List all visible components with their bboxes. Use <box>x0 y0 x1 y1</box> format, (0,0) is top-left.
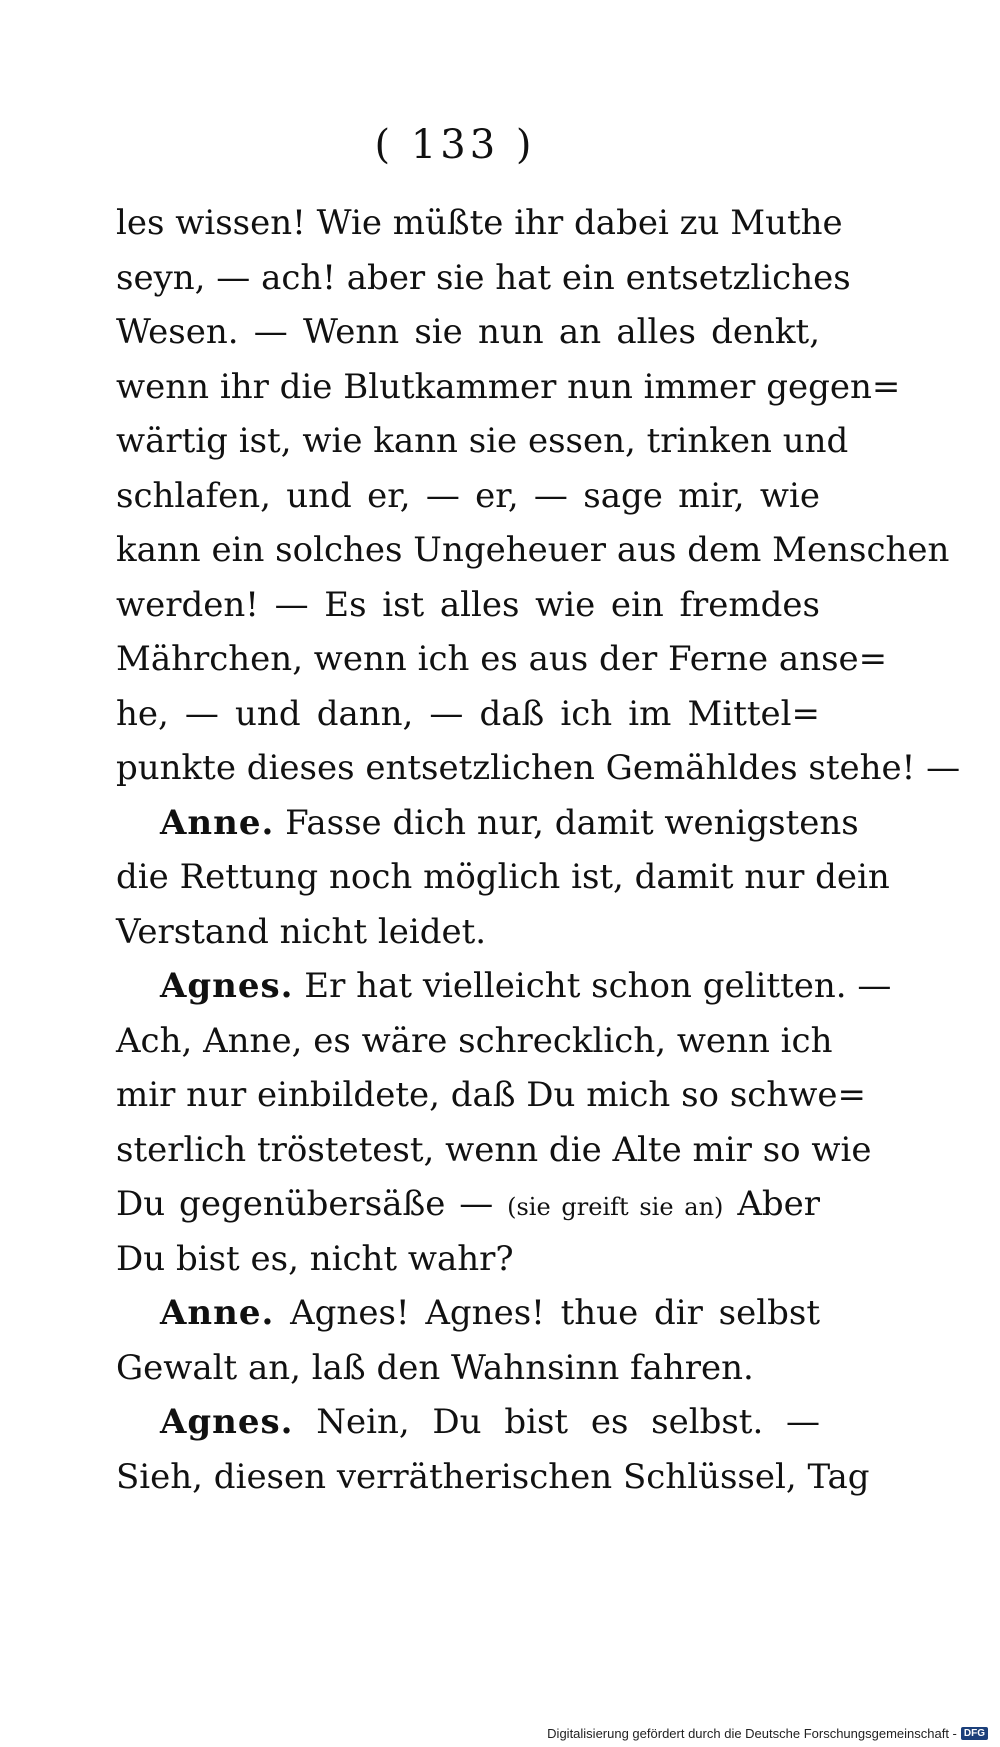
text-block <box>116 196 961 1504</box>
line-text: Fasse dich nur, damit wenigstens <box>285 802 859 843</box>
speaker-name: Anne. <box>160 802 275 843</box>
line-text: Du bist es, nicht wahr? <box>116 1238 514 1279</box>
text-line <box>116 632 888 687</box>
text-line <box>116 414 849 469</box>
text-line <box>116 741 961 796</box>
line-text: Agnes! Agnes! thue dir selbst <box>290 1293 821 1333</box>
text-line <box>116 523 950 578</box>
text-line <box>116 578 820 633</box>
line-text: schlafen, und er, — er, — sage mir, wie <box>116 475 820 516</box>
text-line <box>116 305 820 360</box>
line-text: sterlich tröstetest, wenn die Alte mir so wie <box>116 1129 872 1170</box>
line-text: Ach, Anne, es wäre schrecklich, wenn ich <box>116 1020 833 1061</box>
line-text: les wissen! Wie müßte ihr dabei zu Muthe <box>116 203 843 243</box>
text-line <box>116 1395 820 1450</box>
line-text: die Rettung noch möglich ist, damit nur dein <box>116 857 890 897</box>
line-text: Du gegenübersäße — <box>116 1184 494 1224</box>
line-text: Gewalt an, laß den Wahnsinn fahren. <box>116 1347 754 1388</box>
page-number: ( 133 ) <box>374 122 536 168</box>
text-line <box>116 196 843 251</box>
text-line <box>116 251 851 306</box>
text-line <box>116 959 892 1014</box>
text-line <box>116 1068 866 1123</box>
speaker-name: Agnes. <box>160 966 294 1006</box>
text-line <box>116 1177 820 1232</box>
text-line <box>116 360 901 415</box>
dfg-logo: DFG <box>961 1727 988 1740</box>
line-text: Mährchen, wenn ich es aus der Ferne anse= <box>116 639 888 679</box>
text-line <box>116 1286 820 1341</box>
text-line <box>116 905 820 960</box>
text-line <box>116 1341 820 1396</box>
line-text: wenn ihr die Blutkammer nun immer gegen= <box>116 366 901 407</box>
line-text: Sieh, diesen verrätherischen Schlüssel, Tag <box>116 1456 870 1497</box>
line-text: werden! — Es ist alles wie ein fremdes <box>116 584 820 625</box>
stage-direction: (sie greift sie an) <box>507 1193 724 1221</box>
speaker-name: Agnes. <box>160 1402 294 1442</box>
line-text: mir nur einbildete, daß Du mich so schwe= <box>116 1075 866 1115</box>
text-line <box>116 850 890 905</box>
digitization-footer <box>547 1726 988 1741</box>
footer-text: Digitalisierung gefördert durch die Deutsche Forschungsgemeinschaft - <box>547 1726 957 1741</box>
text-line <box>116 1123 872 1178</box>
line-text: wärtig ist, wie kann sie essen, trinken und <box>116 421 849 461</box>
line-text: he, — und dann, — daß ich im Mittel= <box>116 693 820 734</box>
text-line <box>116 469 820 524</box>
line-text: Aber <box>737 1184 821 1224</box>
text-line <box>116 1450 870 1505</box>
text-line <box>116 1232 820 1287</box>
text-line <box>116 687 820 742</box>
line-text: seyn, — ach! aber sie hat ein entsetzliches <box>116 257 851 298</box>
speaker-name: Anne. <box>160 1293 275 1333</box>
line-text: punkte dieses entsetzlichen Gemähldes stehe! — <box>116 748 961 788</box>
line-text: Er hat vielleicht schon gelitten. — <box>304 966 892 1006</box>
line-text: Nein, Du bist es selbst. — <box>316 1402 821 1442</box>
line-text: Verstand nicht leidet. <box>116 911 487 952</box>
line-text: kann ein solches Ungeheuer aus dem Menschen <box>116 530 950 570</box>
line-text: Wesen. — Wenn sie nun an alles denkt, <box>116 312 820 352</box>
text-line <box>116 796 859 851</box>
text-line <box>116 1014 833 1069</box>
